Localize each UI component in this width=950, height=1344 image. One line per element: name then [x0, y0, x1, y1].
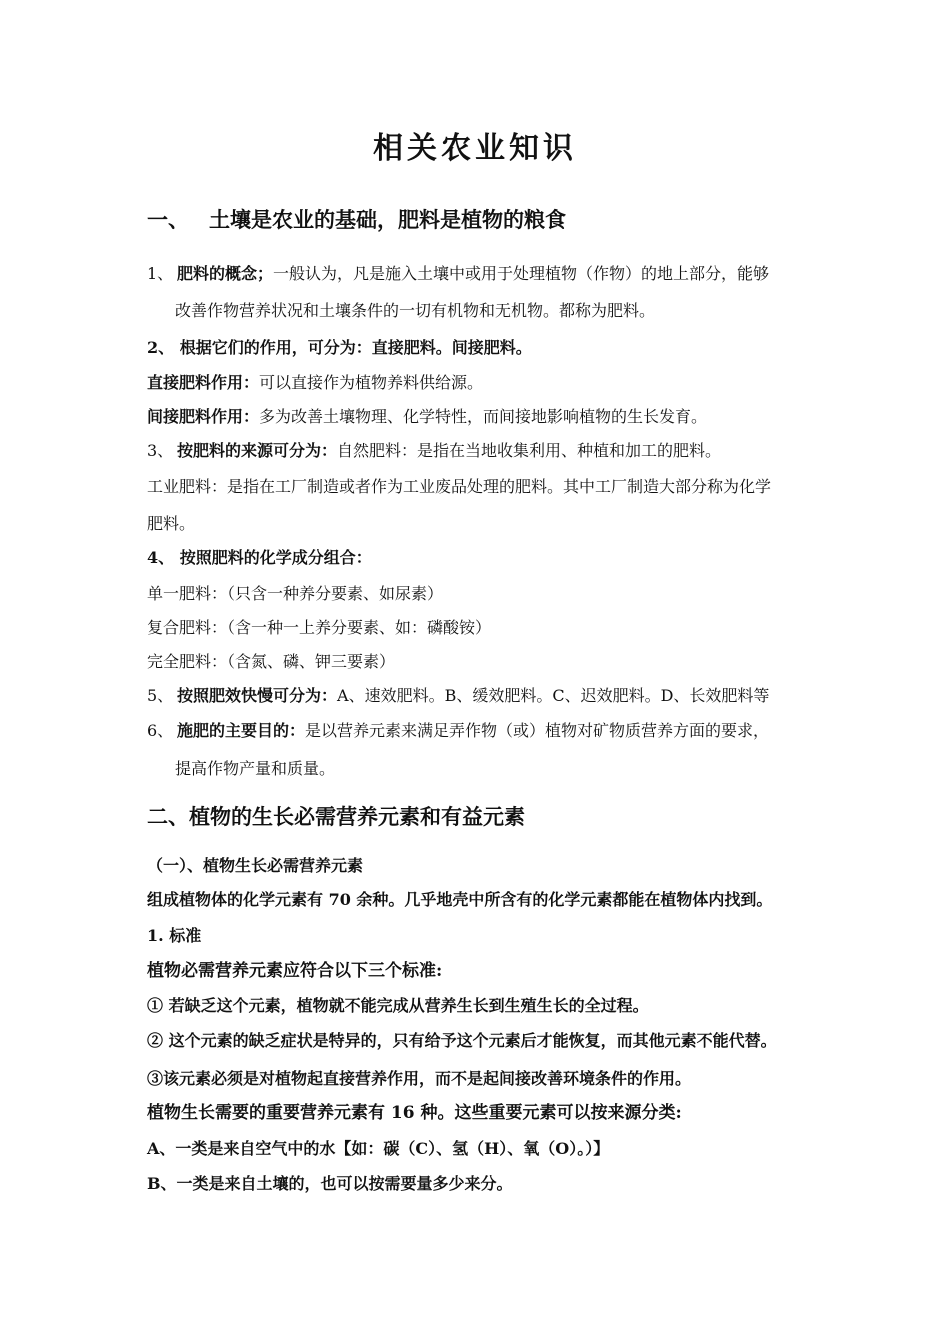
compound-fertilizer-line: 复合肥料：（含一种一上养分要素、如：磷酸铵） — [147, 618, 492, 637]
standard-lead: 植物必需营养元素应符合以下三个标准: — [147, 961, 443, 981]
category-b-line: B、一类是来自土壤的，也可以按需要量多少来分。 — [147, 1174, 513, 1193]
section-1-number: 一、 — [147, 207, 189, 232]
intro-paragraph: 组成植物体的化学元素有 70 余种。几乎地壳中所含有的化学元素都能在植物体内找到。 — [147, 890, 773, 909]
item-2: 2、 根据它们的作用，可分为：直接肥料。间接肥料。 — [147, 338, 532, 357]
item-5-number: 5、 — [147, 686, 174, 705]
item-6-number: 6、 — [147, 721, 174, 740]
document-title: 相关农业知识 — [373, 131, 577, 166]
direct-fertilizer-line — [147, 375, 483, 391]
section-1-heading — [147, 209, 566, 230]
industrial-fertilizer-line: 工业肥料：是指在工厂制造或者作为工业废品处理的肥料。其中工厂制造大部分称为化学 — [147, 477, 772, 496]
indirect-fertilizer-text: 多为改善土壤物理、化学特性，而间接地影响植物的生长发育。 — [259, 407, 708, 426]
section-2-heading: 二、植物的生长必需营养元素和有益元素 — [147, 804, 525, 829]
indirect-fertilizer-line — [147, 409, 707, 425]
single-fertilizer-line: 单一肥料：（只含一种养分要素、如尿素） — [147, 584, 444, 603]
item-3-number: 3、 — [147, 441, 174, 460]
indirect-fertilizer-term: 间接肥料作用： — [147, 407, 260, 426]
item-3-term: 按肥料的来源可分为： — [177, 441, 338, 460]
criterion-3: ③该元素必须是对植物起直接营养作用，而不是起间接改善环境条件的作用。 — [147, 1069, 692, 1088]
industrial-fertilizer-continuation: 肥料。 — [147, 514, 196, 533]
criterion-2: ② 这个元素的缺乏症状是特异的，只有给予这个元素后才能恢复，而其他元素不能代替。 — [147, 1031, 777, 1050]
item-6 — [147, 723, 769, 739]
item-3-text: 自然肥料：是指在当地收集利用、种植和加工的肥料。 — [337, 441, 722, 460]
item-5-text: A、速效肥料。B、缓效肥料。C、迟效肥料。D、长效肥料等 — [337, 686, 770, 705]
category-a-line: A、一类是来自空气中的水【如：碳（C）、氢（H）、氧（O）。）】 — [147, 1139, 610, 1158]
direct-fertilizer-term: 直接肥料作用： — [147, 373, 260, 392]
item-4: 4、 按照肥料的化学成分组合： — [147, 548, 372, 567]
item-1 — [147, 266, 769, 282]
item-6-continuation: 提高作物产量和质量。 — [175, 759, 336, 778]
subsection-1-heading: （一）、植物生长必需营养元素 — [147, 856, 364, 875]
complete-fertilizer-line: 完全肥料：（含氮、磷、钾三要素） — [147, 652, 396, 671]
item-6-term: 施肥的主要目的： — [177, 721, 306, 740]
item-1-text: 一般认为，凡是施入土壤中或用于处理植物（作物）的地上部分，能够 — [273, 264, 770, 283]
item-1-term: 肥料的概念； — [177, 264, 274, 283]
criterion-1: ① 若缺乏这个元素，植物就不能完成从营养生长到生殖生长的全过程。 — [147, 996, 649, 1015]
item-1-number: 1、 — [147, 264, 174, 283]
item-5-term: 按照肥效快慢可分为： — [177, 686, 338, 705]
item-3 — [147, 443, 721, 459]
direct-fertilizer-text: 可以直接作为植物养料供给源。 — [259, 373, 484, 392]
element-count-line: 植物生长需要的重要营养元素有 16 种。这些重要元素可以按来源分类: — [147, 1103, 682, 1123]
item-1-continuation: 改善作物营养状况和土壤条件的一切有机物和无机物。都称为肥料。 — [175, 301, 656, 320]
standard-heading: 1. 标准 — [147, 926, 202, 945]
item-6-text: 是以营养元素来满足弄作物（或）植物对矿物质营养方面的要求， — [305, 721, 770, 740]
section-1-title: 土壤是农业的基础，肥料是植物的粮食 — [209, 207, 566, 232]
item-5 — [147, 688, 769, 704]
